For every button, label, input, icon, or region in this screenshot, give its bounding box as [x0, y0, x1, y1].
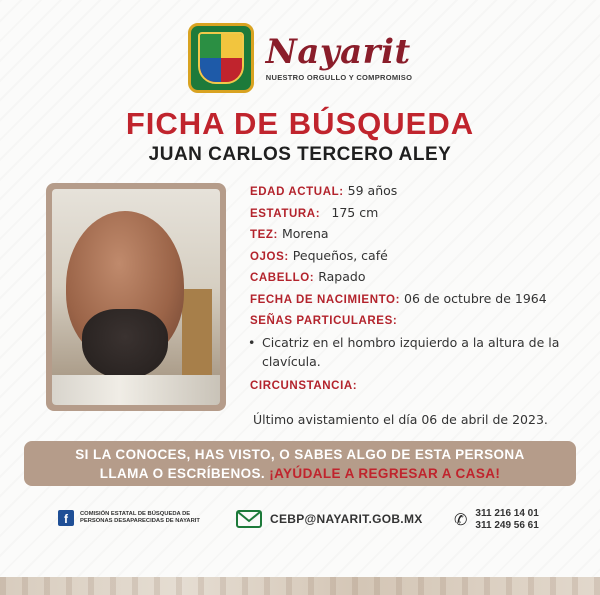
person-photo [52, 189, 220, 405]
mail-icon [236, 510, 262, 528]
detail-value: 59 años [347, 183, 398, 198]
detail-value: Morena [281, 226, 329, 241]
detail-label: EDAD ACTUAL: [250, 186, 344, 198]
email-contact[interactable] [236, 510, 423, 528]
person-photo-frame [46, 183, 226, 411]
detail-age [250, 181, 580, 203]
footer [0, 508, 600, 538]
brand [265, 31, 413, 82]
detail-label: CABELLO: [250, 272, 315, 284]
cta-highlight: ¡AYÚDALE A REGRESAR A CASA! [269, 465, 501, 481]
coat-of-arms-icon [188, 23, 254, 93]
detail-hair [250, 267, 580, 289]
detail-complexion [250, 224, 580, 246]
detail-label: CIRCUNSTANCIA: [250, 379, 358, 392]
header [0, 18, 600, 98]
marks-list-item: • Cicatriz en el hombro izquierdo a la altura de la clavícula. [250, 333, 568, 371]
decorative-footer-strip [0, 577, 600, 595]
detail-circumstance [250, 375, 580, 397]
circumstance-text: Último avistamiento el día 06 de abril de 2023. [253, 412, 548, 427]
facebook-contact[interactable] [58, 510, 200, 526]
brand-name: Nayarit [265, 31, 411, 72]
page-title: FICHA DE BÚSQUEDA [125, 106, 475, 141]
facebook-icon: f [58, 510, 74, 526]
cta-line-1: SI LA CONOCES, HAS VISTO, O SABES ALGO DE ESTA PERSONA [75, 446, 525, 462]
detail-label: FECHA DE NACIMIENTO: [250, 293, 400, 306]
call-to-action-banner [24, 441, 576, 486]
details-panel [250, 181, 580, 427]
phone-contact[interactable] [454, 508, 539, 532]
phone-number-1: 311 216 14 01 [475, 508, 539, 519]
person-name: JUAN CARLOS TERCERO ALEY [148, 144, 452, 165]
detail-birthdate [250, 289, 580, 311]
facebook-page-name: COMISIÓN ESTATAL DE BÚSQUEDA DE PERSONAS DESAPARECIDAS DE NAYARIT [80, 511, 200, 524]
detail-eyes [250, 246, 580, 268]
detail-label: TEZ: [250, 229, 278, 241]
detail-value: Pequeños, café [292, 247, 388, 263]
detail-value: 06 de octubre de 1964 [404, 290, 547, 306]
detail-value: 175 cm [331, 204, 379, 220]
detail-label: SEÑAS PARTICULARES: [250, 315, 398, 327]
phone-icon: ✆ [454, 512, 468, 529]
phone-number-2: 311 249 56 61 [475, 520, 539, 531]
detail-value: Rapado [318, 269, 366, 284]
cta-line-2-prefix: LLAMA O ESCRÍBENOS. [99, 465, 266, 481]
detail-label: ESTATURA: [250, 207, 321, 220]
detail-marks [250, 310, 580, 332]
detail-height [250, 203, 580, 225]
detail-label: OJOS: [250, 250, 289, 263]
cta-line-2 [100, 464, 501, 483]
email-address: CEBP@NAYARIT.GOB.MX [270, 512, 423, 526]
brand-tagline: NUESTRO ORGULLO Y COMPROMISO [265, 72, 413, 82]
